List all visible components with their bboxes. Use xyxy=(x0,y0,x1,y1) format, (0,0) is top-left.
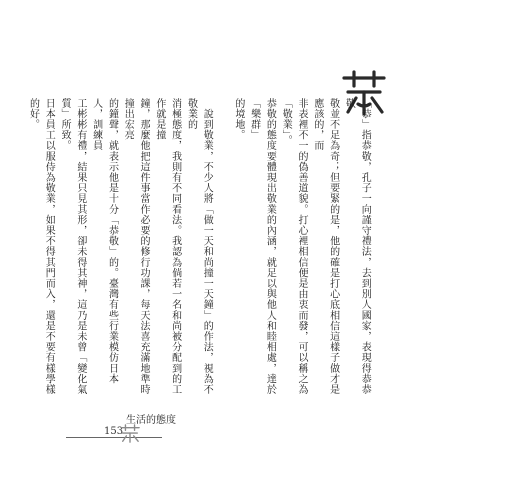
paragraph-respect: 「恭」指恭敬，孔子一向謹守禮法，去到別人國家，表現得恭恭敬 敬並不足為奇；但要緊的是，他的確是打心底相信這樣子做才是應該的，而 非表裡不一的偽善道貌。打心裡相信便是由衷而發，可以稱之為「敬業」。 恭敬的態度要體現出敬業的內涵，就足以與他人和睦相處，達於「樂群」 的境地。 xyxy=(232,98,371,395)
body-text xyxy=(0,98,388,398)
footer-rule xyxy=(66,437,162,438)
paragraph-dedication: 說到敬業，不少人將「做一天和尚撞一天鐘」的作法，視為不敬業的 消極態度，我則有不同看法。我認為倘若一名和尚被分配到的工作就是撞 鐘，那麼他把這件事當作必要的修行功課，每天法喜充滿地準時撞出宏亮 的鐘聲，就表示他是十分「恭敬」的。臺灣有些行業模仿日本人，訓練員 工彬彬有禮，結果只見其形，卻未得其神，這乃是未曾「變化氣質」所致。 日本員工以服侍為敬業，如果不得其門而入，還是不要有樣學樣的好。 xyxy=(27,98,213,395)
seal-calligraphy-small-icon xyxy=(118,424,142,444)
running-title: 生活的態度 xyxy=(126,415,176,426)
page-number: 153 xyxy=(104,426,124,437)
